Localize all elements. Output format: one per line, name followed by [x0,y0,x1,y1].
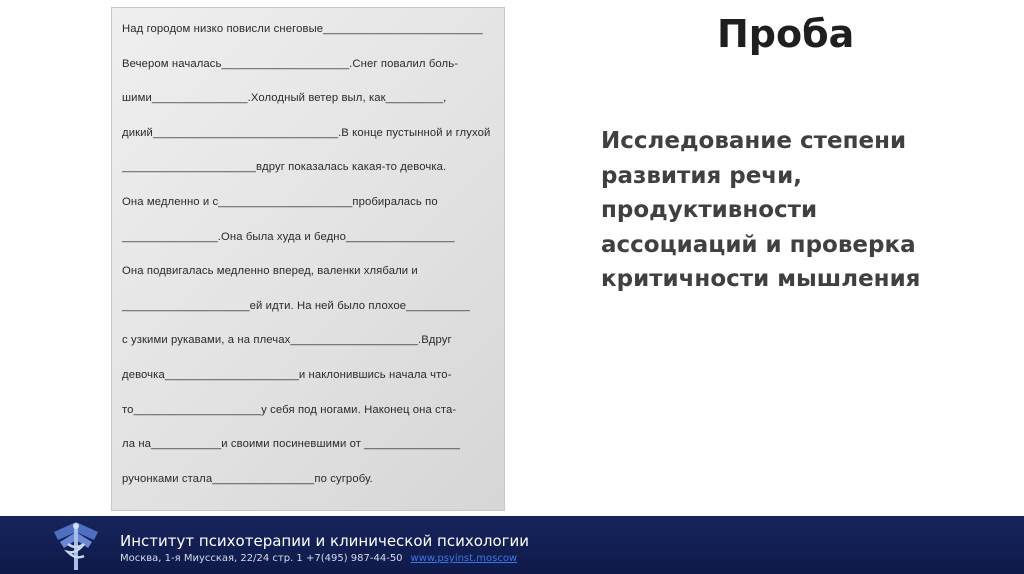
institute-name: Институт психотерапии и клинической психологии [120,532,530,550]
worksheet-line: ла на___________и своими посиневшими от _______________ [122,438,460,451]
worksheet-line: шими_______________.Холодный ветер выл, как_________, [122,92,447,105]
worksheet-line: с узкими рукавами, а на плечах____________________.Вдруг [122,334,452,347]
slide-description: Исследование степени развития речи, продуктивности ассоциаций и проверка критичности мышления [601,128,921,292]
worksheet-line: девочка_____________________и наклонившись начала что- [122,368,452,381]
footer-bar [0,516,1024,574]
worksheet-line: _______________.Она была худа и бедно_________________ [122,230,455,243]
institute-address [120,553,517,564]
worksheet-line: то____________________у себя под ногами. Наконец она ста- [122,403,457,416]
worksheet-line: Вечером началась____________________.Снег повалил боль- [122,57,459,70]
worksheet-line: Она медленно и с_____________________пробиралась по [122,195,438,208]
slide-title-line1: Проба [717,12,855,56]
worksheet-photo [112,8,504,510]
worksheet-text [122,23,494,507]
institute-logo-icon [48,518,104,572]
worksheet-line: дикий_____________________________.В конце пустынной и глухой [122,126,491,139]
website-link[interactable]: www.psyinst.moscow [410,553,518,564]
address-text: Москва, 1-я Миусская, 22/24 стр. 1 +7(495) 987-44-50 [120,553,403,564]
worksheet-line: _____________________вдруг показалась какая-то девочка. [122,161,447,174]
worksheet-line: ____________________ей идти. На ней было плохое__________ [122,299,470,312]
worksheet-line: Она подвигалась медленно вперед, валенки хлябали и [122,265,418,278]
worksheet-line: ручонками стала________________по сугробу. [122,472,373,485]
worksheet-line: Над городом низко повисли снеговые_________________________ [122,23,483,35]
